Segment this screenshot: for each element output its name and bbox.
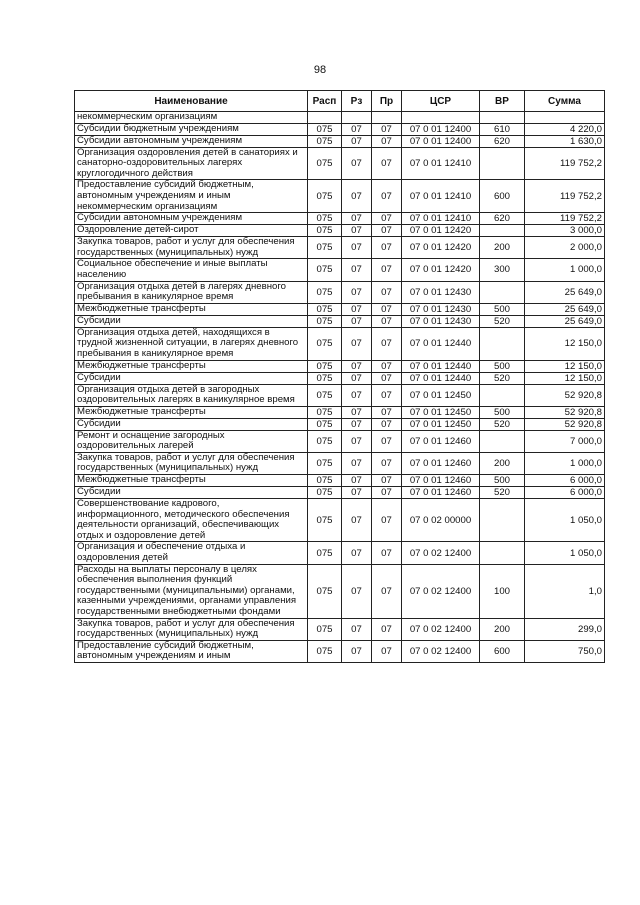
cell-csr: 07 0 01 12450 xyxy=(402,406,480,418)
cell-rasp: 075 xyxy=(308,303,342,315)
table-row xyxy=(75,487,605,499)
cell-name: Субсидии xyxy=(75,372,308,384)
cell-vr: 500 xyxy=(480,360,525,372)
cell-rasp: 075 xyxy=(308,542,342,564)
cell-csr: 07 0 02 12400 xyxy=(402,542,480,564)
cell-rz: 07 xyxy=(342,406,372,418)
table-row xyxy=(75,452,605,474)
cell-csr: 07 0 01 12430 xyxy=(402,315,480,327)
cell-vr xyxy=(480,327,525,360)
table-row xyxy=(75,315,605,327)
cell-csr: 07 0 01 12430 xyxy=(402,281,480,303)
table-row xyxy=(75,430,605,452)
cell-rz: 07 xyxy=(342,281,372,303)
cell-sum: 4 220,0 xyxy=(525,123,605,135)
cell-pr: 07 xyxy=(372,499,402,542)
cell-pr: 07 xyxy=(372,418,402,430)
cell-name: Межбюджетные трансферты xyxy=(75,406,308,418)
cell-name: Предоставление субсидий бюджетным, автономным учреждениям и иным xyxy=(75,640,308,662)
cell-csr: 07 0 01 12440 xyxy=(402,360,480,372)
cell-rz: 07 xyxy=(342,360,372,372)
cell-name: Межбюджетные трансферты xyxy=(75,475,308,487)
cell-sum: 52 920,8 xyxy=(525,384,605,406)
cell-rasp: 075 xyxy=(308,487,342,499)
table-row xyxy=(75,564,605,618)
cell-name: Ремонт и оснащение загородных оздоровительных лагерей xyxy=(75,430,308,452)
cell-rz: 07 xyxy=(342,384,372,406)
cell-rasp: 075 xyxy=(308,147,342,180)
cell-rz: 07 xyxy=(342,452,372,474)
cell-rz: 07 xyxy=(342,147,372,180)
cell-rasp: 075 xyxy=(308,281,342,303)
cell-pr: 07 xyxy=(372,180,402,213)
cell-pr: 07 xyxy=(372,430,402,452)
cell-pr: 07 xyxy=(372,564,402,618)
col-header-name: Наименование xyxy=(75,91,308,112)
cell-rasp: 075 xyxy=(308,135,342,147)
table-row xyxy=(75,418,605,430)
col-header-vr: ВР xyxy=(480,91,525,112)
cell-vr: 620 xyxy=(480,135,525,147)
cell-sum: 25 649,0 xyxy=(525,281,605,303)
cell-vr: 200 xyxy=(480,452,525,474)
cell-rz: 07 xyxy=(342,237,372,259)
cell-rz: 07 xyxy=(342,564,372,618)
cell-rz: 07 xyxy=(342,430,372,452)
cell-sum: 119 752,2 xyxy=(525,180,605,213)
cell-sum: 2 000,0 xyxy=(525,237,605,259)
cell-pr: 07 xyxy=(372,618,402,640)
cell-csr: 07 0 01 12450 xyxy=(402,418,480,430)
cell-rz: 07 xyxy=(342,475,372,487)
cell-rz: 07 xyxy=(342,487,372,499)
cell-rz: 07 xyxy=(342,327,372,360)
table-row xyxy=(75,180,605,213)
cell-pr: 07 xyxy=(372,259,402,281)
page-number: 98 xyxy=(313,64,327,76)
cell-csr: 07 0 01 12410 xyxy=(402,147,480,180)
cell-name: Межбюджетные трансферты xyxy=(75,303,308,315)
cell-vr xyxy=(480,281,525,303)
cell-csr: 07 0 01 12400 xyxy=(402,123,480,135)
cell-rasp: 075 xyxy=(308,564,342,618)
col-header-rz: Рз xyxy=(342,91,372,112)
cell-vr: 200 xyxy=(480,618,525,640)
table-row xyxy=(75,303,605,315)
cell-name: Организация отдыха детей в лагерях дневного пребывания в каникулярное время xyxy=(75,281,308,303)
cell-csr: 07 0 01 12460 xyxy=(402,487,480,499)
cell-vr: 520 xyxy=(480,315,525,327)
cell-pr: 07 xyxy=(372,135,402,147)
cell-csr: 07 0 02 12400 xyxy=(402,564,480,618)
cell-vr: 500 xyxy=(480,406,525,418)
cell-rasp: 075 xyxy=(308,225,342,237)
cell-csr: 07 0 01 12400 xyxy=(402,135,480,147)
cell-csr: 07 0 01 12420 xyxy=(402,237,480,259)
cell-sum: 119 752,2 xyxy=(525,213,605,225)
cell-rz: 07 xyxy=(342,315,372,327)
cell-rz: 07 xyxy=(342,135,372,147)
col-header-sum: Сумма xyxy=(525,91,605,112)
cell-sum: 12 150,0 xyxy=(525,360,605,372)
cell-pr: 07 xyxy=(372,237,402,259)
cell-rasp: 075 xyxy=(308,475,342,487)
cell-rasp: 075 xyxy=(308,213,342,225)
cell-name: Субсидии xyxy=(75,315,308,327)
cell-name: Закупка товаров, работ и услуг для обеспечения государственных (муниципальных) нужд xyxy=(75,618,308,640)
cell-rz: 07 xyxy=(342,618,372,640)
cell-name: Организация отдыха детей в загородных оздоровительных лагерях в каникулярное время xyxy=(75,384,308,406)
cell-rasp: 075 xyxy=(308,640,342,662)
col-header-csr: ЦСР xyxy=(402,91,480,112)
table-row xyxy=(75,406,605,418)
cell-pr: 07 xyxy=(372,475,402,487)
cell-vr: 500 xyxy=(480,475,525,487)
cell-sum: 52 920,8 xyxy=(525,418,605,430)
cell-rasp: 075 xyxy=(308,430,342,452)
cell-sum: 7 000,0 xyxy=(525,430,605,452)
cell-name: некоммерческим организациям xyxy=(75,112,308,124)
cell-rz: 07 xyxy=(342,259,372,281)
cell-name: Организация и обеспечение отдыха и оздоровления детей xyxy=(75,542,308,564)
cell-sum: 6 000,0 xyxy=(525,487,605,499)
cell-sum: 25 649,0 xyxy=(525,315,605,327)
cell-csr: 07 0 01 12430 xyxy=(402,303,480,315)
cell-rz: 07 xyxy=(342,213,372,225)
cell-rz: 07 xyxy=(342,180,372,213)
cell-csr: 07 0 01 12420 xyxy=(402,225,480,237)
cell-rz: 07 xyxy=(342,123,372,135)
cell-name: Совершенствование кадрового, информационного, методического обеспечения деятельности организаций, обеспечивающих отдых и оздоровление детей xyxy=(75,499,308,542)
cell-vr: 520 xyxy=(480,372,525,384)
cell-name: Межбюджетные трансферты xyxy=(75,360,308,372)
cell-vr: 100 xyxy=(480,564,525,618)
cell-pr: 07 xyxy=(372,303,402,315)
budget-table xyxy=(74,90,605,663)
table-body xyxy=(75,112,605,663)
cell-csr: 07 0 01 12440 xyxy=(402,372,480,384)
cell-rasp: 075 xyxy=(308,452,342,474)
cell-name: Субсидии автономным учреждениям xyxy=(75,135,308,147)
cell-rz xyxy=(342,112,372,124)
cell-vr: 600 xyxy=(480,640,525,662)
cell-sum xyxy=(525,112,605,124)
table-row xyxy=(75,372,605,384)
cell-rasp: 075 xyxy=(308,418,342,430)
cell-rasp: 075 xyxy=(308,259,342,281)
cell-name: Расходы на выплаты персоналу в целях обеспечения выполнения функций государственными (муниципальными) органами, казенными учреждениями, органами управления государственными внебюджетными фондами xyxy=(75,564,308,618)
cell-vr: 600 xyxy=(480,180,525,213)
table-row xyxy=(75,542,605,564)
cell-rz: 07 xyxy=(342,542,372,564)
table-row xyxy=(75,135,605,147)
table-row xyxy=(75,259,605,281)
cell-sum: 3 000,0 xyxy=(525,225,605,237)
cell-pr: 07 xyxy=(372,542,402,564)
cell-name: Закупка товаров, работ и услуг для обеспечения государственных (муниципальных) нужд xyxy=(75,452,308,474)
table-row xyxy=(75,237,605,259)
cell-rz: 07 xyxy=(342,640,372,662)
cell-pr: 07 xyxy=(372,360,402,372)
cell-name: Закупка товаров, работ и услуг для обеспечения государственных (муниципальных) нужд xyxy=(75,237,308,259)
cell-pr: 07 xyxy=(372,327,402,360)
cell-pr: 07 xyxy=(372,406,402,418)
cell-sum: 1 050,0 xyxy=(525,542,605,564)
cell-vr: 520 xyxy=(480,418,525,430)
cell-rasp: 075 xyxy=(308,384,342,406)
table-row xyxy=(75,360,605,372)
cell-vr: 500 xyxy=(480,303,525,315)
table-row xyxy=(75,499,605,542)
cell-name: Организация отдыха детей, находящихся в трудной жизненной ситуации, в лагерях дневного пребывания в каникулярное время xyxy=(75,327,308,360)
cell-csr: 07 0 01 12410 xyxy=(402,213,480,225)
cell-vr: 300 xyxy=(480,259,525,281)
cell-vr: 620 xyxy=(480,213,525,225)
col-header-pr: Пр xyxy=(372,91,402,112)
cell-vr: 520 xyxy=(480,487,525,499)
cell-vr: 200 xyxy=(480,237,525,259)
cell-rz: 07 xyxy=(342,499,372,542)
cell-pr: 07 xyxy=(372,281,402,303)
cell-rasp: 075 xyxy=(308,360,342,372)
cell-vr xyxy=(480,542,525,564)
cell-name: Субсидии бюджетным учреждениям xyxy=(75,123,308,135)
cell-rz: 07 xyxy=(342,225,372,237)
cell-rasp: 075 xyxy=(308,315,342,327)
cell-pr: 07 xyxy=(372,123,402,135)
cell-name: Субсидии автономным учреждениям xyxy=(75,213,308,225)
cell-name: Субсидии xyxy=(75,418,308,430)
table-row xyxy=(75,281,605,303)
table-row xyxy=(75,213,605,225)
cell-pr: 07 xyxy=(372,487,402,499)
cell-name: Социальное обеспечение и иные выплаты населению xyxy=(75,259,308,281)
cell-rasp: 075 xyxy=(308,180,342,213)
table-row xyxy=(75,384,605,406)
cell-sum: 1 050,0 xyxy=(525,499,605,542)
cell-rasp: 075 xyxy=(308,327,342,360)
cell-sum: 119 752,2 xyxy=(525,147,605,180)
cell-vr xyxy=(480,430,525,452)
cell-rasp: 075 xyxy=(308,237,342,259)
cell-rasp: 075 xyxy=(308,123,342,135)
cell-pr xyxy=(372,112,402,124)
cell-sum: 1 000,0 xyxy=(525,259,605,281)
cell-rasp: 075 xyxy=(308,499,342,542)
cell-vr xyxy=(480,384,525,406)
table-row xyxy=(75,123,605,135)
cell-sum: 25 649,0 xyxy=(525,303,605,315)
table-row xyxy=(75,327,605,360)
cell-vr: 610 xyxy=(480,123,525,135)
cell-pr: 07 xyxy=(372,384,402,406)
cell-rasp xyxy=(308,112,342,124)
cell-pr: 07 xyxy=(372,315,402,327)
cell-name: Субсидии xyxy=(75,487,308,499)
cell-csr: 07 0 02 12400 xyxy=(402,640,480,662)
cell-vr xyxy=(480,147,525,180)
cell-sum: 750,0 xyxy=(525,640,605,662)
cell-sum: 299,0 xyxy=(525,618,605,640)
cell-csr: 07 0 01 12410 xyxy=(402,180,480,213)
cell-sum: 12 150,0 xyxy=(525,327,605,360)
table-row xyxy=(75,475,605,487)
cell-csr: 07 0 01 12440 xyxy=(402,327,480,360)
cell-sum: 1,0 xyxy=(525,564,605,618)
cell-rasp: 075 xyxy=(308,406,342,418)
cell-name: Оздоровление детей-сирот xyxy=(75,225,308,237)
col-header-rasp: Расп xyxy=(308,91,342,112)
cell-vr xyxy=(480,112,525,124)
cell-csr: 07 0 01 12460 xyxy=(402,475,480,487)
cell-rz: 07 xyxy=(342,418,372,430)
table-row xyxy=(75,147,605,180)
cell-csr: 07 0 01 12450 xyxy=(402,384,480,406)
cell-sum: 1 630,0 xyxy=(525,135,605,147)
cell-csr: 07 0 01 12460 xyxy=(402,452,480,474)
cell-csr: 07 0 01 12460 xyxy=(402,430,480,452)
cell-name: Предоставление субсидий бюджетным, автономным учреждениям и иным некоммерческим организациям xyxy=(75,180,308,213)
cell-pr: 07 xyxy=(372,372,402,384)
cell-sum: 1 000,0 xyxy=(525,452,605,474)
cell-rasp: 075 xyxy=(308,618,342,640)
cell-pr: 07 xyxy=(372,147,402,180)
cell-csr: 07 0 01 12420 xyxy=(402,259,480,281)
cell-pr: 07 xyxy=(372,225,402,237)
cell-sum: 52 920,8 xyxy=(525,406,605,418)
table-row xyxy=(75,618,605,640)
cell-csr: 07 0 02 12400 xyxy=(402,618,480,640)
cell-vr xyxy=(480,225,525,237)
cell-csr: 07 0 02 00000 xyxy=(402,499,480,542)
cell-rz: 07 xyxy=(342,372,372,384)
table-row xyxy=(75,640,605,662)
header-row xyxy=(75,91,605,112)
cell-sum: 6 000,0 xyxy=(525,475,605,487)
cell-name: Организация оздоровления детей в санаториях и санаторно-оздоровительных лагерях круглогодичного действия xyxy=(75,147,308,180)
cell-pr: 07 xyxy=(372,452,402,474)
cell-pr: 07 xyxy=(372,640,402,662)
cell-sum: 12 150,0 xyxy=(525,372,605,384)
cell-rz: 07 xyxy=(342,303,372,315)
cell-vr xyxy=(480,499,525,542)
cell-rasp: 075 xyxy=(308,372,342,384)
cell-csr xyxy=(402,112,480,124)
table-row xyxy=(75,112,605,124)
cell-pr: 07 xyxy=(372,213,402,225)
table-row xyxy=(75,225,605,237)
